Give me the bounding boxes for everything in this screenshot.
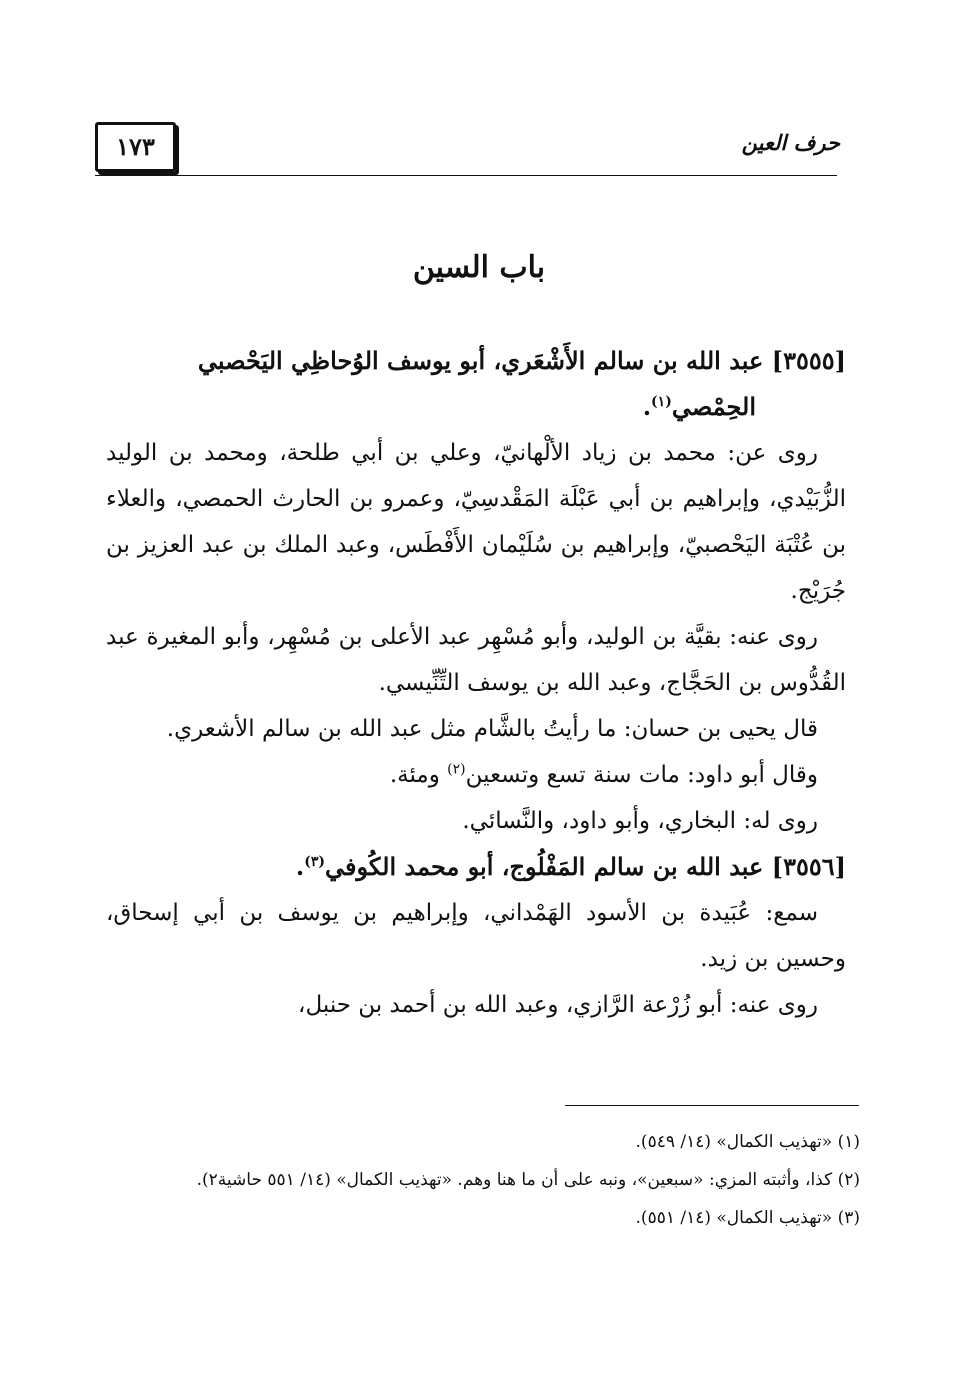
footnote-3: (٣) «تهذيب الكمال» (١٤/ ٥٥١).: [635, 1208, 860, 1228]
quote-paragraph: قال يحيى بن حسان: ما رأيتُ بالشَّام مثل عبد الله بن سالم الأشعري.: [166, 716, 818, 742]
footnote-ref-1: (١): [651, 394, 672, 410]
death-date-end: ومئة.: [389, 762, 448, 788]
heard-from-paragraph: سمع: عُبَيدة بن الأسود الهَمْداني، وإبراهيم بن يوسف بن أبي إسحاق، وحسين بن زيد.: [106, 900, 846, 972]
footnote-ref-3: (٣): [304, 854, 326, 870]
footnote-ref-2: (٢): [447, 761, 466, 778]
death-date-paragraph: [106, 752, 846, 798]
page-number: ١٧٣: [95, 122, 176, 172]
entry-heading-name: الحِمْصي: [671, 392, 756, 421]
entry-heading-3555: [106, 338, 846, 430]
footnote-rule: [565, 1105, 859, 1106]
running-title: حرف العين: [741, 130, 840, 155]
entry-heading-end: .: [642, 392, 652, 421]
footnotes: [102, 1125, 860, 1239]
narrators-paragraph-2: روى عنه: أبو زُرْعة الرَّازي، وعبد الله بن أحمد بن حنبل،: [298, 992, 818, 1018]
entry-heading-line1: [٣٥٥٥] عبد الله بن سالم الأَشْعَري، أبو يوسف الوُحاظِي اليَحْصبي: [197, 346, 846, 375]
footnote-2: (٢) كذا، وأثبته المزي: «سبعين»، ونبه على أن ما هنا وهم. «تهذيب الكمال» (١٤/ ٥٥١ حاشية٢).: [196, 1170, 860, 1190]
section-heading: باب السين: [412, 250, 546, 285]
entry-heading-text: [٣٥٥٦] عبد الله بن سالم المَفْلُوج، أبو محمد الكُوفي: [325, 852, 846, 881]
entry-heading-line2: [106, 384, 846, 430]
entry-heading-end: .: [295, 852, 305, 881]
page-header: [95, 120, 840, 180]
narrators-paragraph: روى عنه: بقيَّة بن الوليد، وأبو مُسْهِر عبد الأعلى بن مُسْهِر، وأبو المغيرة عبد القُدُّوس بن الحَجَّاج، وعبد الله بن يوسف التِّنِّيسي.: [106, 624, 846, 696]
entry-heading-3556: [106, 844, 846, 890]
main-text: [106, 338, 846, 1028]
death-date-text: وقال أبو داود: مات سنة تسع وتسعين: [465, 762, 818, 788]
transmitted-by-paragraph: روى له: البخاري، وأبو داود، والنَّسائي.: [462, 808, 818, 834]
header-rule: [95, 175, 837, 176]
footnote-1: (١) «تهذيب الكمال» (١٤/ ٥٤٩).: [635, 1132, 860, 1152]
narrated-from-paragraph: روى عن: محمد بن زياد الألْهانيّ، وعلي بن أبي طلحة، ومحمد بن الوليد الزُّبَيْدي، وإبراهيم بن أبي عَبْلَة المَقْدسِيّ، وعمرو بن الحارث الحمصي، والعلاء بن عُتْبَة اليَحْصبيّ، وإبراهيم بن سُلَيْمان الأَفْطَس، وعبد الملك بن عبد العزيز بن جُرَيْج.: [106, 440, 846, 604]
